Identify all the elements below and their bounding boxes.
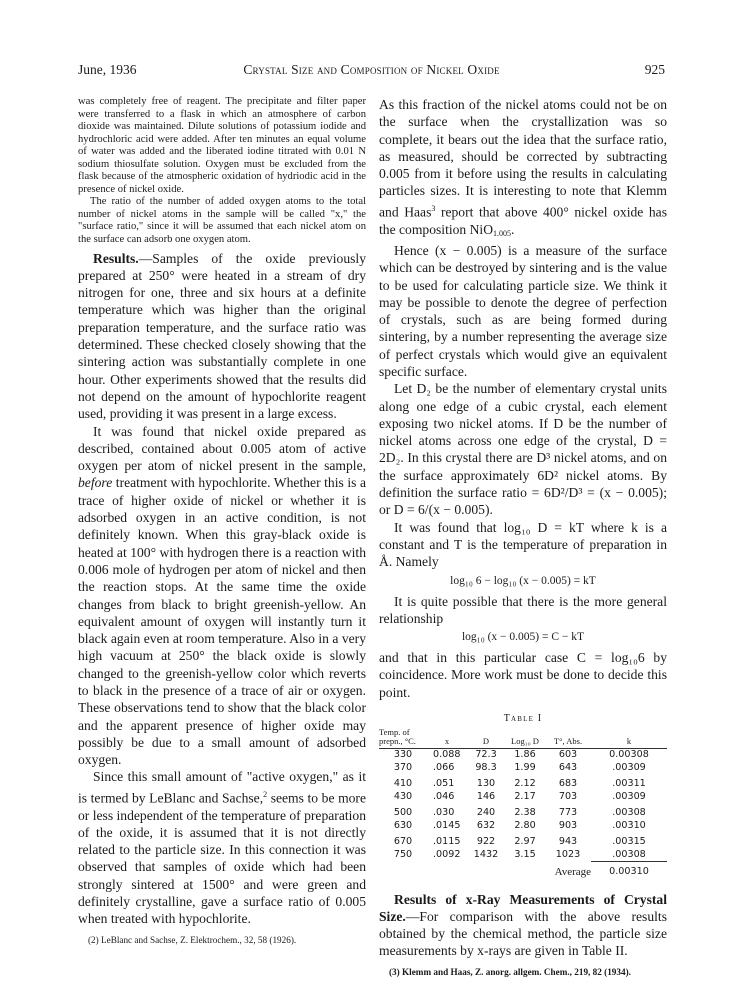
leblanc-paragraph: Since this small amount of "active oxygen," as it is termed by LeBlanc and Sachse,$^2$ seems to be more or less independent of the temperature of preparation of the oxide, it is assumed that it is not directly related to the particle size. In this connection it was observed that samples of oxide which had been strongly sintered at 1500° and were green and definitely crystalline, gave a surface ratio of 0.005 when treated with hypochlorite.: [78, 769, 366, 927]
equation-2: log₁₀ (x − 0.005) = C − kT: [461, 631, 585, 644]
footnote-3: (3) Klemm and Haas, Z. anorg. allgem. Chem., 219, 82 (1934).: [389, 966, 631, 977]
average-label: Average: [554, 865, 591, 878]
crystal-units-paragraph: Let D₂ be the number of elementary crystal units along one edge of a cubic crystal, each element exposing two nickel atoms. If D be the number of nickel atoms across one edge of the crystal, D = 2D₂. In this crystal there are D³ nickel atoms, and on the surface approximately 6D² nickel atoms. By definition the surface ratio = 6D²/D³ = (x − 0.005); or D = 6/(x − 0.005).: [379, 381, 667, 518]
coincidence-paragraph: and that in this particular case C = log₁₀6 by coincidence. More work must be done to decide this point.: [379, 650, 667, 700]
table-row: 330 0.088 72.3 1.86 603 0.00308: [393, 749, 649, 761]
left-column: [78, 96, 366, 946]
table-row: 370 .066 98.3 1.99 643 .00309: [393, 761, 646, 773]
correction-paragraph: As this fraction of the nickel atoms could not be on the surface when the crystallization was so complete, it bears out the idea that the surface ratio, as measured, should be corrected by subtracting 0.005 from it before using the results in calculating particles sizes. It is interesting to note that Klemm and Haas$^3$ report that above 400° nickel oxide has the composition NiO$_{1.005}$.: [379, 97, 668, 238]
table-row: 430 .046 146 2.17 703 .00309: [393, 790, 646, 802]
table-row: 750 .0092 1432 3.15 1023 .00308: [393, 848, 646, 860]
right-column: [379, 96, 667, 978]
surface-ratio-definition: The ratio of the number of added oxygen atoms to the total number of nickel atoms in the sample will be called "x," the "surface ratio," since it will be assumed that each nickel atom on the surface can adsorb one oxygen atom.: [78, 196, 366, 246]
results-paragraph: [78, 250, 366, 423]
footnote-2: (2) LeBlanc and Sachse, Z. Elektrochem., 32, 58 (1926).: [88, 934, 297, 945]
page-number: 925: [644, 62, 665, 77]
results-text: —Samples of the oxide previously prepared at 250° were heated in a stream of dry nitrogen for one, three and six hours at a definite temperature which was higher than the original preparation temperature, and the surface ratio was determined. These checked closely showing that the sintering action was substantially complete in one hour. Other experiments showed that the results did not depend on the amount of hypochlorite reagent used, providing it was present in a large excess.: [78, 250, 366, 422]
header-title: Crystal Size and Composition of Nickel Oxide: [243, 62, 500, 77]
running-header: [78, 62, 665, 80]
table-row: 630 .0145 632 2.80 903 .00310: [393, 819, 646, 831]
average-value: 0.00310: [591, 862, 667, 879]
table-1-caption: Table I: [503, 713, 543, 725]
equation-1: log₁₀ 6 − log₁₀ (x − 0.005) = kT: [450, 574, 596, 587]
table-row: 500 .030 240 2.38 773 .00308: [393, 807, 646, 819]
xray-results-paragraph: [379, 891, 667, 960]
table-header: Log₁₀ D: [505, 728, 545, 749]
xray-results-heading: Results of x-Ray Measurements of Crystal Size.: [379, 891, 667, 924]
table-header: D: [467, 728, 505, 749]
table-header: Temp. of prepn., °C.: [379, 728, 427, 749]
table-header: T°, Abs.: [545, 728, 591, 749]
method-paragraph: was completely free of reagent. The precipitate and filter paper were transferred to a flask in which an atmosphere of carbon dioxide was maintained. Dilute solutions of potassium iodide and hydrochloric acid were added. After ten minutes an equal volume of water was added and the liberated iodine titrated with 0.01 N sodium thiosulfate solution. Oxygen must be excluded from the flask because of the atmospheric oxidation of hydriodic acid in the presence of nickel oxide.: [78, 96, 366, 195]
surface-measure-paragraph: Hence (x − 0.005) is a measure of the surface which can be destroyed by sintering and is the value to be used for calculating particle size. We think it may be possible to denote the degree of perfection of crystals, such as are being formed during sintering, by a number representing the average size of perfect crystals which would give an equivalent specific surface.: [379, 242, 667, 379]
log-relation-paragraph: It was found that log₁₀ D = kT where k is a constant and T is the temperature of preparation in Å. Namely: [379, 519, 667, 570]
xray-results-text: —For comparison with the above results obtained by the chemical method, the particle size measurements by x-rays are given in Table II.: [379, 908, 667, 959]
general-relation-paragraph: It is quite possible that there is the more general relationship: [379, 593, 667, 626]
footnote-ref-3: 3: [431, 203, 436, 213]
table-header: x: [427, 728, 467, 749]
table-row: 410 .051 130 2.12 683 .00311: [393, 778, 646, 790]
table-average-row: [379, 862, 667, 879]
header-date: June, 1936: [78, 62, 137, 77]
footnote-ref-2: 2: [263, 789, 268, 799]
table-row: 670 .0115 922 2.97 943 .00315: [393, 836, 646, 848]
active-oxygen-paragraph: It was found that nickel oxide prepared as described, contained about 0.005 atom of active oxygen per atom of nickel present in the sample, before treatment with hypochlorite. Whether this is a trace of higher oxide of nickel or whether it is adsorbed oxygen in an active condition, is not definitely known. When this gray-black oxide is heated at 100° with hydrogen there is a reaction with 0.006 mole of hydrogen per atom of nickel and then the reaction stops. At the same time the oxide changes from black to bright greenish-yellow. An equivalent amount of oxygen will instantly turn it black again even at room temperature. Also in a very high vacuum at 250° the black oxide is slowly changed to the greenish-yellow color which reverts to black in the presence of a trace of air or oxygen. These observations tend to show that the black color and the apparent presence of higher oxide may possibly be due to a small amount of adsorbed oxygen.: [78, 423, 366, 768]
results-heading: Results.: [93, 250, 139, 266]
table-header: k: [591, 728, 667, 749]
table-1: [379, 728, 667, 879]
